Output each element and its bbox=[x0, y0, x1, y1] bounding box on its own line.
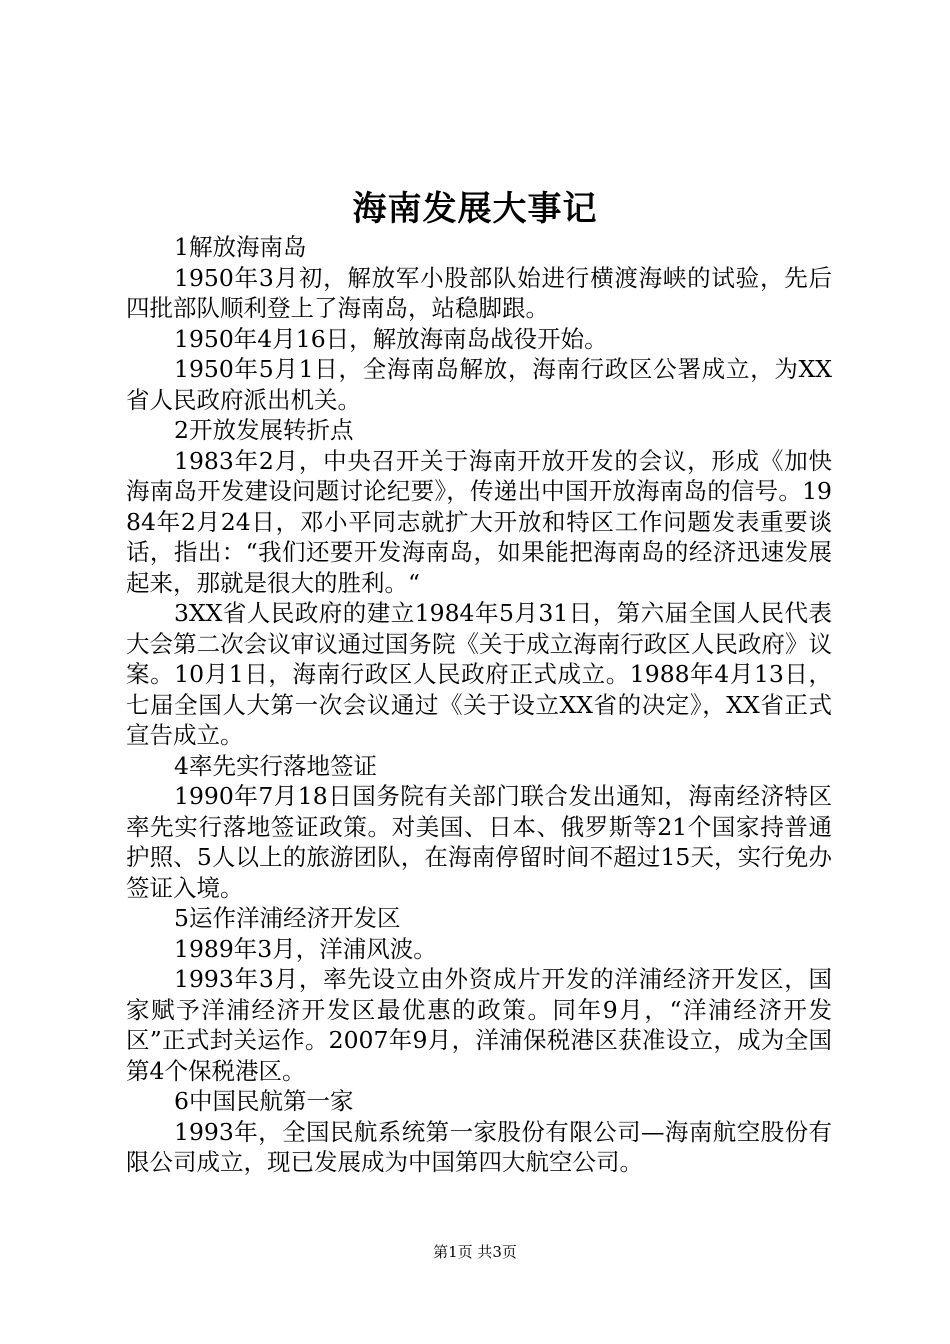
paragraph: 1993年3月，率先设立由外资成片开发的洋浦经济开发区，国家赋予洋浦经济开发区最优惠的政策。同年9月，“洋浦经济开发区”正式封关运作。2007年9月，洋浦保税港区获准设立，成为全国第4个保税港区。 bbox=[126, 965, 832, 1085]
paragraph: 1983年2月，中央召开关于海南开放开发的会议，形成《加快海南岛开发建设问题讨论纪要》，传递出中国开放海南岛的信号。1984年2月24日，邓小平同志就扩大开放和特区工作问题发表重要谈话，指出：“我们还要开发海南岛，如果能把海南岛的经济迅速发展起来，那就是很大的胜利。“ bbox=[126, 446, 832, 597]
document-title: 海南发展大事记 bbox=[352, 189, 598, 229]
document-body bbox=[126, 232, 832, 1178]
paragraph: 1993年，全国民航系统第一家股份有限公司—海南航空股份有限公司成立，现已发展成为中国第四大航空公司。 bbox=[126, 1117, 832, 1176]
section-heading-6: 6中国民航第一家 bbox=[174, 1087, 354, 1115]
paragraph: 1989年3月，洋浦风波。 bbox=[174, 934, 437, 963]
section-heading-2: 2开放发展转折点 bbox=[174, 416, 354, 444]
paragraph: 1950年4月16日，解放海南岛战役开始。 bbox=[174, 324, 608, 353]
paragraph: 3XX省人民政府的建立1984年5月31日，第六届全国人民代表大会第二次会议审议通过国务院《关于成立海南行政区人民政府》议案。10月1日，海南行政区人民政府正式成立。1988年4月13日，七届全国人大第一次会议通过《关于设立XX省的决定》，XX省正式宣告成立。 bbox=[126, 599, 832, 749]
paragraph: 1950年3月初，解放军小股部队始进行横渡海峡的试验，先后四批部队顺利登上了海南岛，站稳脚跟。 bbox=[126, 263, 832, 322]
paragraph: 1950年5月1日，全海南岛解放，海南行政区公署成立，为XX省人民政府派出机关。 bbox=[126, 355, 832, 414]
paragraph: 1990年7月18日国务院有关部门联合发出通知，海南经济特区率先实行落地签证政策。对美国、日本、俄罗斯等21个国家持普通护照、5人以上的旅游团队，在海南停留时间不超过15天，实行免办签证入境。 bbox=[126, 782, 832, 902]
page-footer: 第1页 共3页 bbox=[433, 1243, 517, 1261]
section-heading-5: 5运作洋浦经济开发区 bbox=[174, 904, 401, 932]
section-heading-1: 1解放海南岛 bbox=[174, 233, 307, 261]
section-heading-4: 4率先实行落地签证 bbox=[174, 751, 377, 780]
